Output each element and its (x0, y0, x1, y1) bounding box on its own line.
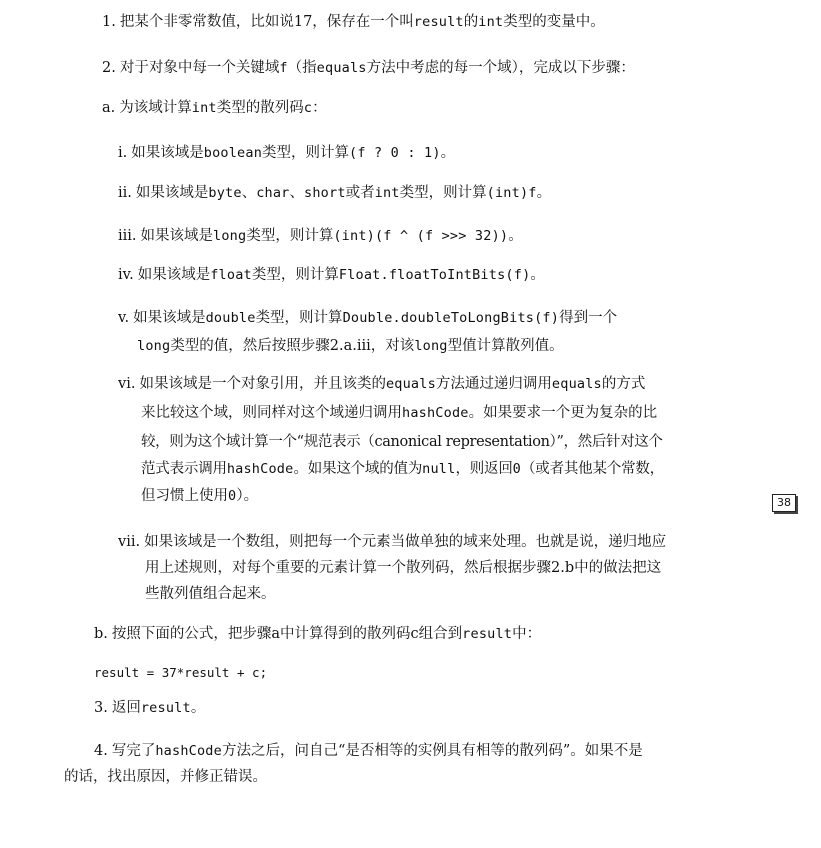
item-vii (118, 532, 666, 552)
text: ，则返回 (455, 461, 513, 477)
text: 来比较这个域，则同样对这个域递归调用 (141, 405, 402, 421)
text: 。如果要求一个更为复杂的比 (468, 405, 658, 421)
page-number: 38 (772, 494, 796, 512)
text: 类型，则计算 (399, 185, 487, 201)
item-number: ii. (118, 185, 132, 201)
text: 类型，则计算 (246, 228, 334, 244)
code: result (462, 626, 513, 642)
item-vi-continued (141, 459, 664, 479)
text: 如果该域是 (135, 185, 209, 201)
code: hashCode (155, 743, 222, 759)
code: (f ? 0 : 1) (349, 145, 441, 161)
step-number: a. (102, 100, 116, 116)
code: (int)f (486, 185, 537, 201)
step-a (102, 98, 327, 118)
text: 但习惯上使用 (141, 488, 228, 504)
text: 如果该域是 (137, 267, 211, 283)
item-ii (118, 183, 551, 203)
step-number: 1. (102, 14, 116, 30)
text: 对于对象中每一个关键域 (119, 60, 280, 76)
code: 0 (228, 488, 237, 504)
text: 为该域计算 (119, 100, 192, 116)
step-3 (94, 698, 205, 718)
step-b (94, 624, 541, 644)
text: 范式表示调用 (141, 461, 227, 477)
text: （指 (287, 60, 317, 76)
item-iv (118, 265, 545, 285)
item-v-continued (137, 336, 564, 356)
code: result (413, 14, 464, 30)
item-number: v. (118, 310, 130, 326)
item-vii-continued (145, 558, 661, 578)
text: 如果该域是一个数组，则把每一个元素当做单独的域来处理。也就是说，递归地应 (144, 534, 667, 550)
text: 、 (289, 185, 305, 201)
code: hashCode (402, 405, 469, 421)
step-4 (94, 741, 643, 761)
code: Float.floatToIntBits(f) (338, 267, 531, 283)
text: 型值计算散列值。 (447, 338, 564, 354)
code: long (213, 228, 247, 244)
text: 得到一个 (559, 310, 618, 326)
item-number: iii. (118, 228, 137, 244)
code: f (279, 60, 288, 76)
text: 把某个非零常数值，比如说17，保存在一个叫 (119, 14, 414, 30)
text: 写完了 (111, 743, 156, 759)
code: equals (385, 376, 436, 392)
text: 。如果这个域的值为 (293, 461, 423, 477)
step-4-continued (64, 767, 267, 787)
text: 的方式 (601, 376, 646, 392)
code: short (304, 185, 346, 201)
code: double (205, 310, 256, 326)
code: null (422, 461, 456, 477)
text: 方法通过递归调用 (435, 376, 552, 392)
text: （或者其他某个常数， (520, 461, 664, 477)
step-1 (102, 12, 605, 32)
item-number: vii. (118, 534, 141, 550)
text: 类型，则计算 (262, 145, 350, 161)
text: 方法之后，问自己“是否相等的实例具有相等的散列码”。如果不是 (221, 743, 643, 759)
item-i (118, 143, 455, 163)
item-vi (118, 374, 645, 394)
step-number: 4. (94, 743, 108, 759)
text: ： (312, 100, 327, 116)
text: 。 (440, 145, 456, 161)
text: 如果该域是 (133, 310, 206, 326)
code: char (256, 185, 290, 201)
text: 类型，则计算 (251, 267, 339, 283)
text: 。 (530, 267, 545, 283)
code: byte (208, 185, 242, 201)
code: 0 (512, 461, 521, 477)
text: 类型，则计算 (255, 310, 343, 326)
item-number: i. (118, 145, 128, 161)
text: 按照下面的公式，把步骤a中计算得到的散列码c组合到 (111, 626, 463, 642)
text: 。 (190, 700, 206, 716)
text: 用上述规则，对每个重要的元素计算一个散列码，然后根据步骤2.b中的做法把这 (145, 560, 662, 576)
text: 类型的值，然后按照步骤2.a.iii，对该 (170, 338, 415, 354)
code: equals (551, 376, 602, 392)
code: long (414, 338, 448, 354)
code: hashCode (226, 461, 294, 477)
text: 中： (512, 626, 542, 642)
text: 类型的变量中。 (503, 14, 605, 30)
code: int (374, 185, 400, 201)
item-iii (118, 226, 523, 246)
text: 较，则为这个域计算一个“规范表示（canonical representation）”，然后针对这个 (141, 434, 663, 450)
code: long (137, 338, 171, 354)
text: 些散列值组合起来。 (145, 586, 276, 602)
item-vii-continued (145, 584, 276, 604)
code: c (303, 100, 313, 116)
code: boolean (203, 145, 263, 161)
text: 的话，找出原因，并修正错误。 (64, 769, 267, 785)
text: 或者 (345, 185, 375, 201)
step-number: 3. (94, 700, 108, 716)
text: 方法中考虑的每一个域），完成以下步骤： (366, 60, 635, 76)
code: int (478, 14, 504, 30)
text: 。 (508, 228, 523, 244)
text: 。 (536, 185, 552, 201)
item-vi-continued (141, 403, 657, 423)
text: 返回 (111, 700, 141, 716)
step-2 (102, 58, 635, 78)
text: 如果该域是一个对象引用，并且该类的 (139, 376, 386, 392)
text: 如果该域是 (131, 145, 204, 161)
code: Double.doubleToLongBits(f) (342, 310, 560, 326)
step-number: 2. (102, 60, 116, 76)
item-vi-continued (141, 432, 663, 452)
formula: result = 37*result + c; (94, 665, 268, 680)
text: 类型的散列码 (216, 100, 304, 116)
text: ）。 (236, 488, 259, 504)
item-number: vi. (118, 376, 136, 392)
code: equals (316, 60, 367, 76)
item-number: iv. (118, 267, 134, 283)
text: 的 (463, 14, 479, 30)
code: (int)(f ^ (f >>> 32)) (333, 228, 509, 244)
item-v (118, 308, 617, 328)
code: result (140, 700, 191, 716)
text: 、 (241, 185, 257, 201)
code: int (191, 100, 217, 116)
code: float (210, 267, 252, 283)
step-number: b. (94, 626, 108, 642)
item-vi-continued (141, 486, 258, 506)
text: 如果该域是 (140, 228, 214, 244)
